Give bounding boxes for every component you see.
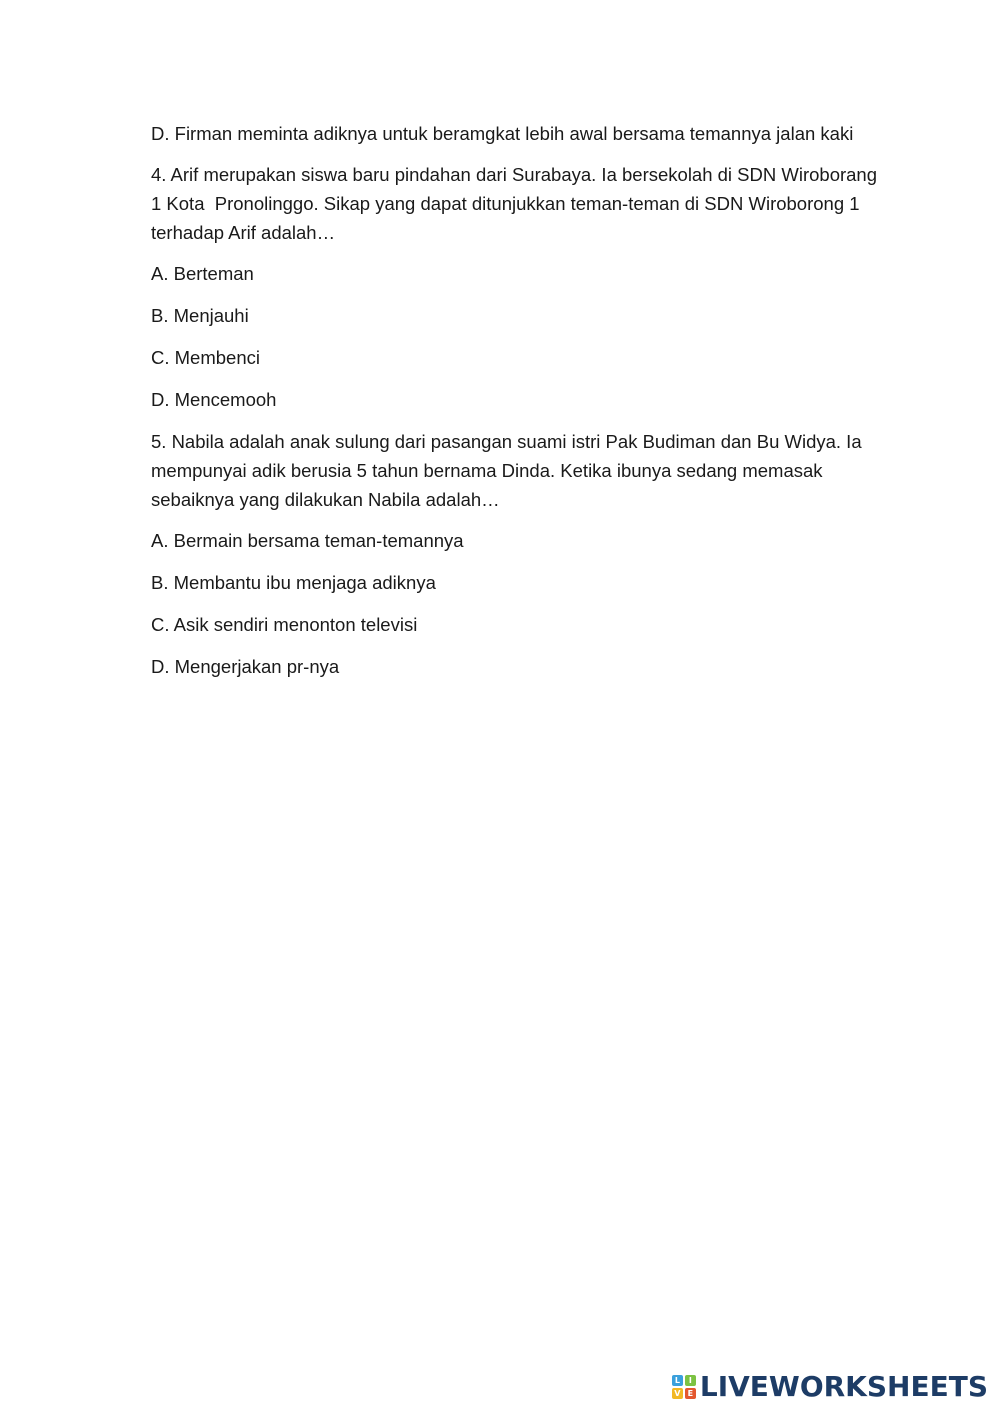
logo-tile-v: V	[672, 1388, 683, 1399]
option-a-q4: A. Berteman	[151, 263, 254, 284]
option-b-q5: B. Membantu ibu menjaga adiknya	[151, 572, 436, 593]
option-d-q3: D. Firman meminta adiknya untuk beramgkat lebih awal bersama temannya jalan kaki	[151, 123, 854, 144]
option-c-q5: C. Asik sendiri menonton televisi	[151, 614, 418, 635]
brand-wordmark: LIVEWORKSHEETS	[699, 1370, 988, 1403]
option-d-q4: D. Mencemooh	[151, 389, 277, 410]
logo-tile-l: L	[672, 1375, 683, 1386]
logo-tile-i: I	[685, 1375, 696, 1386]
question-4: 4. Arif merupakan siswa baru pindahan dari Surabaya. Ia bersekolah di SDN Wiroborang 1 Kota Pronolinggo. Sikap yang dapat ditunjukkan teman-teman di SDN Wiroborong 1 terhadap Arif adalah…	[151, 164, 883, 243]
worksheet-page	[151, 119, 891, 694]
liveworksheets-brand	[672, 1372, 988, 1402]
option-c-q4: C. Membenci	[151, 347, 260, 368]
option-d-q5: D. Mengerjakan pr-nya	[151, 656, 340, 677]
liveworksheets-logo-icon	[672, 1375, 696, 1399]
question-5: 5. Nabila adalah anak sulung dari pasangan suami istri Pak Budiman dan Bu Widya. Ia mempunyai adik berusia 5 tahun bernama Dinda. Ketika ibunya sedang memasak sebaiknya yang dilakukan Nabila adalah…	[151, 431, 867, 510]
logo-tile-e: E	[685, 1388, 696, 1399]
option-a-q5: A. Bermain bersama teman-temannya	[151, 530, 464, 551]
option-b-q4: B. Menjauhi	[151, 305, 249, 326]
